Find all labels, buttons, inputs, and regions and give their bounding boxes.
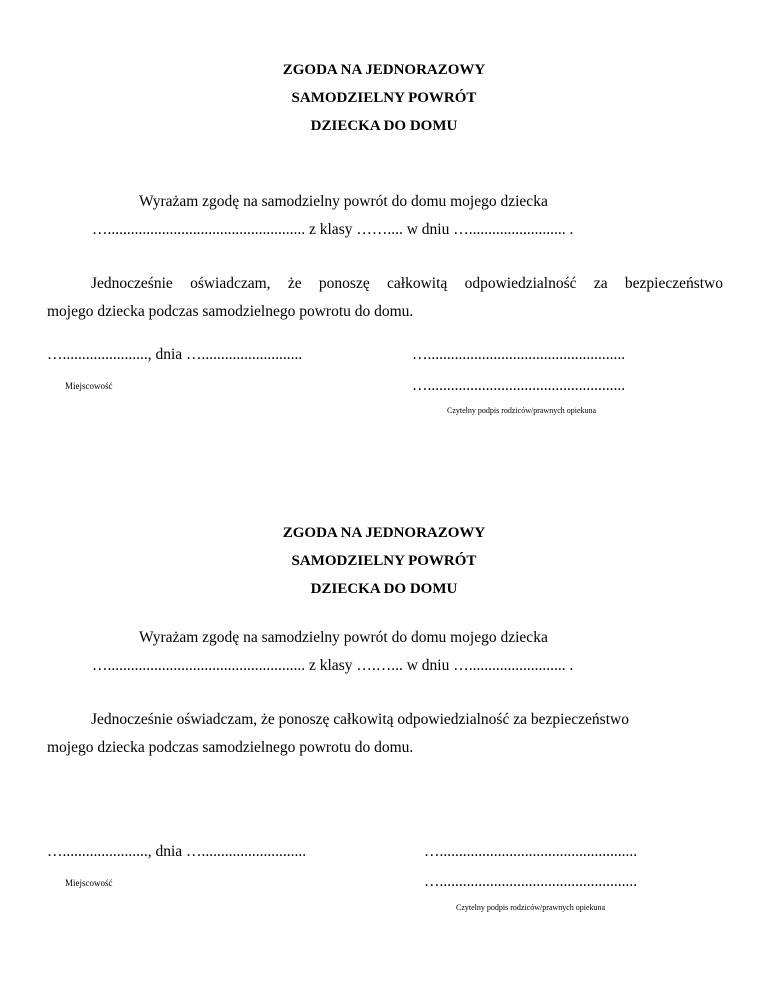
signature-label: Czytelny podpis rodziców/prawnych opiekuna	[456, 903, 606, 912]
declaration-line-2: mojego dziecka podczas samodzielnego powrotu do domu.	[47, 739, 414, 756]
form-title-line-3: DZIECKA DO DOMU	[310, 581, 458, 597]
signature-fill-line-1[interactable]: …...................................................	[412, 346, 626, 363]
form-title-line-3: DZIECKA DO DOMU	[310, 118, 458, 134]
consent-statement: Wyrażam zgodę na samodzielny powrót do domu mojego dziecka	[139, 629, 548, 646]
signature-label: Czytelny podpis rodziców/prawnych opiekuna	[447, 406, 597, 415]
child-details-fill-line[interactable]: …................................................... z klasy ….…... w dniu …......................... .	[92, 657, 574, 674]
form-title-line-2: SAMODZIELNY POWRÓT	[291, 90, 477, 106]
place-date-fill-line[interactable]: …......................, dnia …...........................	[47, 843, 307, 860]
place-date-fill-line[interactable]: …......................, dnia …..........................	[47, 346, 303, 363]
form-title-line-1: ZGODA NA JEDNORAZOWY	[282, 525, 486, 541]
signature-fill-line-2[interactable]: …...................................................	[412, 377, 626, 394]
place-label: Miejscowość	[65, 878, 113, 888]
form-title-line-1: ZGODA NA JEDNORAZOWY	[282, 62, 486, 78]
form-title-line-2: SAMODZIELNY POWRÓT	[291, 553, 477, 569]
declaration-paragraph	[47, 706, 723, 762]
declaration-line-2: mojego dziecka podczas samodzielnego powrotu do domu.	[47, 303, 414, 320]
place-label: Miejscowość	[65, 381, 113, 391]
signature-fill-line-2[interactable]: …...................................................	[424, 873, 638, 890]
consent-statement: Wyrażam zgodę na samodzielny powrót do domu mojego dziecka	[139, 193, 548, 210]
signature-fill-line-1[interactable]: …...................................................	[424, 843, 638, 860]
declaration-line-1: Jednocześnie oświadczam, że ponoszę całkowitą odpowiedzialność za bezpieczeństwo	[91, 275, 723, 292]
declaration-line-1: Jednocześnie oświadczam, że ponoszę całkowitą odpowiedzialność za bezpieczeństwo	[91, 711, 629, 728]
child-details-fill-line[interactable]: …................................................... z klasy …….... w dniu …......................... .	[92, 221, 574, 238]
